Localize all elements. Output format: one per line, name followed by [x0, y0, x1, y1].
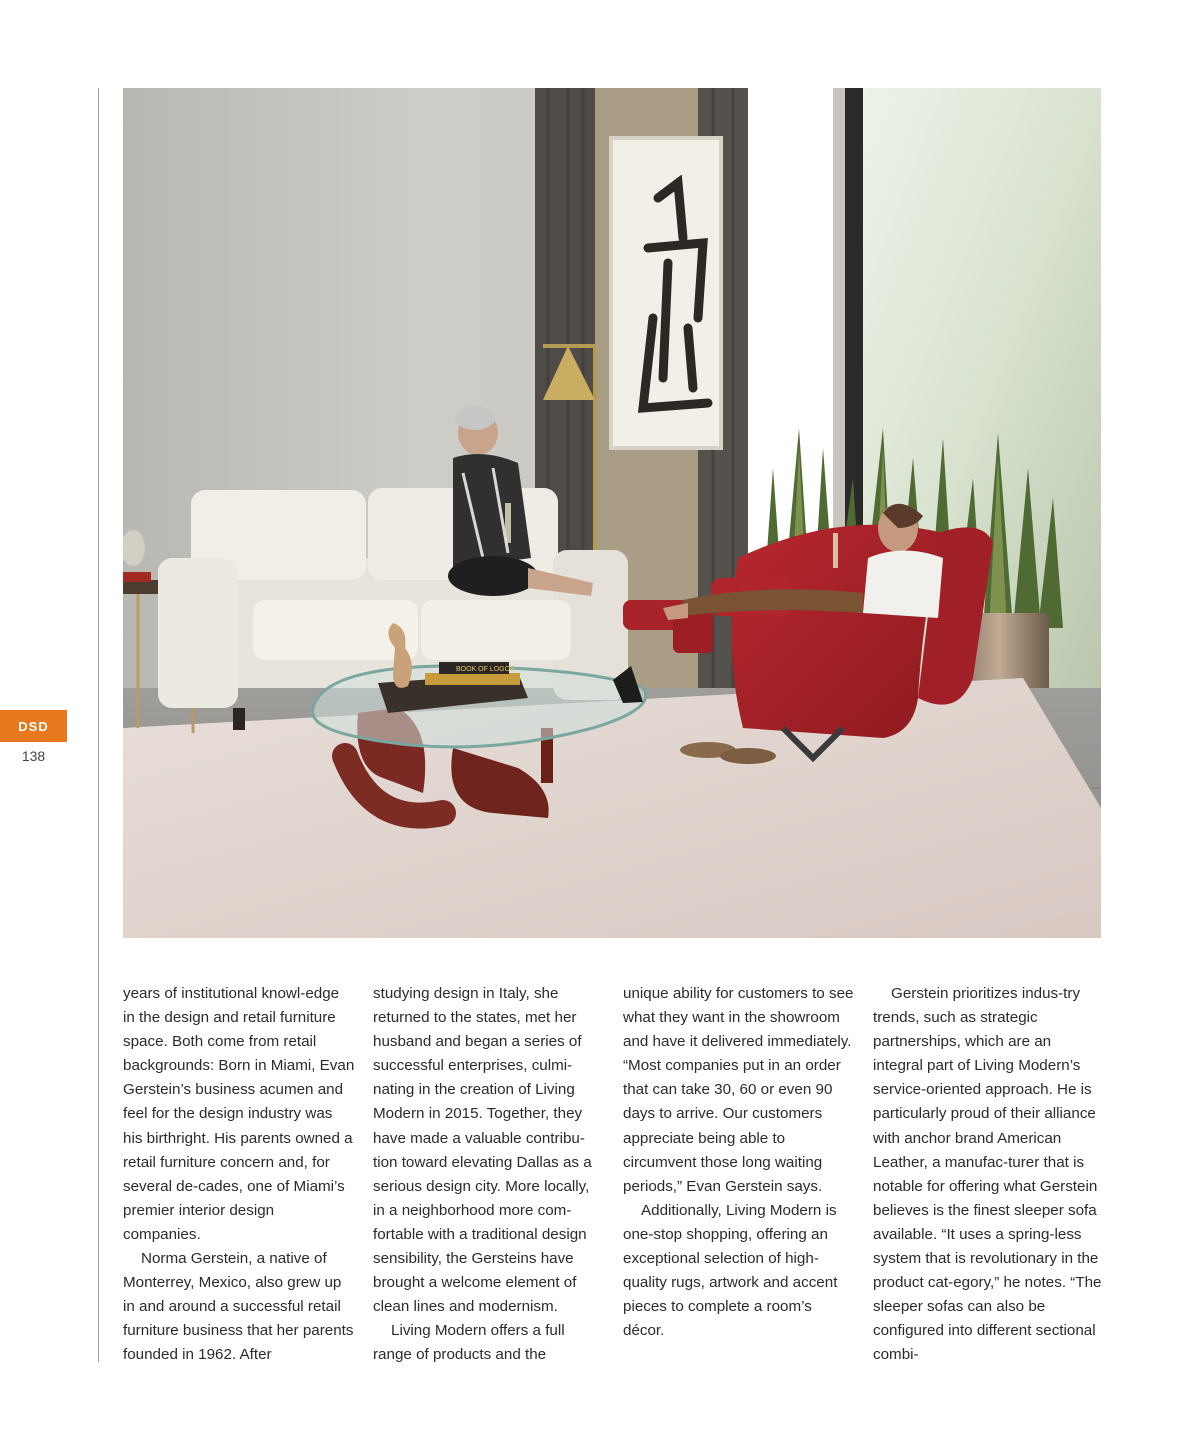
- paragraph: Additionally, Living Modern is one-stop shopping, offering an exceptional selection of high-quality rugs, artwork and accent pieces to complete a room’s décor.: [623, 1201, 838, 1340]
- article-body: [123, 982, 1103, 1372]
- article-column-3: [623, 982, 855, 1343]
- book-spine-text: BOOK OF LOGOS: [456, 666, 515, 673]
- article-column-1: [123, 982, 355, 1368]
- article-column-2: [373, 982, 605, 1368]
- paragraph: years of institutional knowl-edge in the design and retail furniture space. Both come from retail backgrounds: Born in Miami, Evan Gerstein’s business acumen and feel for the design industry was his birthright. His parents owned a retail furniture concern and, for several de-cades, one of Miami’s premier interior design companies.: [123, 985, 355, 1243]
- article-column-4: [873, 982, 1105, 1368]
- paragraph: Norma Gerstein, a native of Monterrey, Mexico, also grew up in and around a successful retail furniture business that her parents founded in 1962. After: [123, 1250, 354, 1364]
- paragraph: unique ability for customers to see what they want in the showroom and have it delivered immediately. “Most companies put in an order that can take 30, 60 or even 90 days to arrive. Our customers appreciate being able to circumvent those long waiting periods,” Evan Gerstein says.: [623, 985, 854, 1195]
- showroom-photo: [123, 88, 1101, 938]
- section-tab: DSD: [0, 710, 67, 742]
- paragraph: studying design in Italy, she returned to the states, met her husband and began a series of successful enterprises, culmi-nating in the creation of Living Modern in 2015. Together, they have made a valuable contribu-tion toward elevating Dallas as a serious design city. More locally, in a neighborhood more com-fortable with a traditional design sensibility, the Gersteins have brought a welcome element of clean lines and modernism.: [373, 985, 592, 1316]
- margin-rule: [98, 88, 99, 1362]
- paragraph: Gerstein prioritizes indus-try trends, such as strategic partnerships, which are an integral part of Living Modern’s service-oriented approach. He is particularly proud of their alliance with anchor brand American Leather, a manufac-turer that is notable for offering what Gerstein believes is the finest sleeper sofa available. “It uses a spring-less system that is revolutionary in the product cat-egory,” he notes. “The sleeper sofas can also be configured into different sectional combi-: [873, 985, 1102, 1364]
- paragraph: Living Modern offers a full range of products and the: [373, 1322, 565, 1364]
- page-number: 138: [21, 748, 46, 764]
